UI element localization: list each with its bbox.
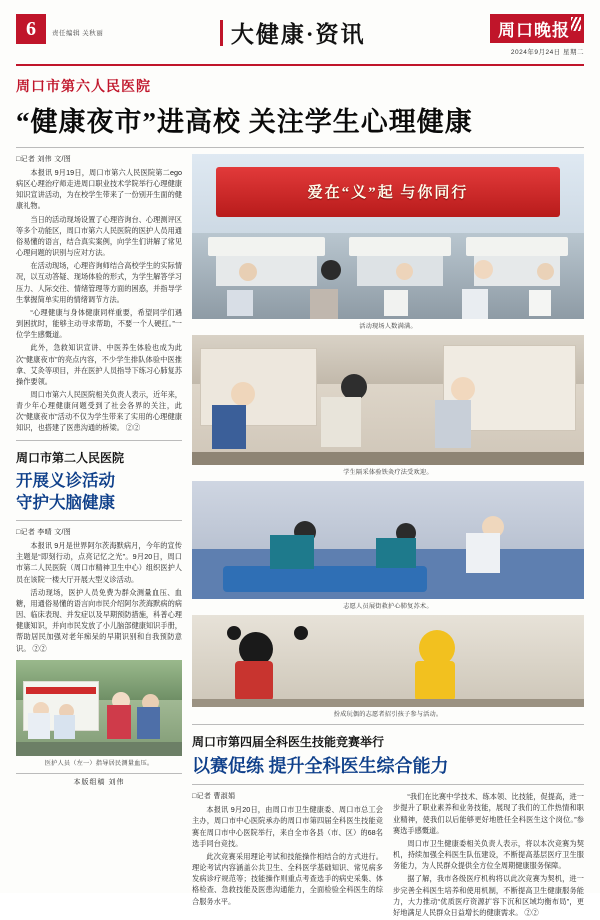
editor-credits: 责任编辑 关秋丽 (52, 30, 104, 37)
mascot-photo (192, 615, 584, 707)
article2-byline: □记者 李晴 文/图 (16, 529, 72, 537)
article3-kicker: 周口市第四届全科医生技能竞赛举行 (192, 735, 385, 749)
masthead (16, 14, 584, 66)
activity-photo-caption: 学生隔采体验铁灸疗法受欢迎。 (343, 469, 433, 476)
divider-article3-top (192, 724, 584, 725)
lead-para-3: “心理健康与身体健康同样重要，希望同学们遇到困扰时，能够主动寻求帮助，不要一个人硬扛。”一位学生感慨道。 (16, 307, 182, 340)
article2-para-1: 活动现场，医护人员免费为群众测量血压、血糖，用通俗易懂的语言向市民介绍阿尔茨海默病的病因、临床表现、并发症以及早期预防措施，科普心理健康知识，并向市民发放了小儿脑部健康知识手册，帮助居民加强对老年痴呆的早期识别和自我预防意识。 ②② (16, 587, 182, 653)
section-bar-decor (220, 20, 223, 46)
article3-byline: □记者 曹淑娟 (192, 793, 236, 801)
article3-para-0: 本报讯 9月20日，由周口市卫生健康委、周口市总工会主办，周口市中心医院承办的周口市第四届全科医生技能竞赛在周口市中心医院举行，来自全市各县（市、区）的68名选手同台竞技。 (192, 805, 383, 848)
article2-para-0: 本报讯 9月是世界阿尔茨海默病月，今年的宣传主题是“即刻行动，点亮记忆之光”。9月20日，周口市第二人民医院（周口市精神卫生中心）组织医护人员在该院一楼大厅开展大型义诊活动。 (16, 541, 182, 584)
article2-headline-line2: 守护大脑健康 (16, 492, 115, 512)
article2-body (16, 540, 182, 654)
paper-identity (482, 14, 584, 56)
lead-para-0: 本报讯 9月19日，周口市第六人民医院第二ego病区心理治疗师走进周口职业技术学院举行心理健康知识宣讲活动，为在校学生带来了一份别开生面的健康礼物。 (16, 168, 182, 211)
paper-date: 2024年9月24日 星期二 (510, 49, 584, 56)
lead-para-1: 当日的活动现场设置了心理咨询台、心理测评区等多个功能区，周口市第六人民医院的医护人员用通俗易懂的语言，结合真实案例，向学生们讲解了常见心理问题的识别与应对方法。 (16, 214, 182, 258)
lead-para-5: 周口市第六人民医院相关负责人表示，近年来，青少年心理健康问题受到了社会各界的关注，此次“健康夜市”活动不仅为学生带来了实用的心理健康知识，也搭建了医患沟通的桥梁。 ②② (16, 389, 182, 433)
article2-photo-caption: 医护人员（左一）指导居民测量血压。 (44, 759, 154, 767)
article3-columns (192, 791, 584, 920)
article2-kicker: 周口市第二人民医院 (16, 450, 125, 465)
cpr-photo (192, 481, 584, 599)
cpr-photo-caption: 志愿人员展街救护心肺复苏术。 (343, 603, 433, 610)
hero-banner (216, 167, 561, 217)
right-column (192, 154, 584, 920)
paper-logo: 周口晚报 (490, 14, 584, 43)
page-number: 6 (16, 14, 46, 44)
page-credit: 本版组稿 刘伟 (16, 773, 182, 787)
lead-byline: □记者 刘伟 文/图 (16, 156, 72, 163)
section-title: 大健康·资讯 (230, 22, 366, 47)
article3-para-3: 周口市卫生健康委相关负责人表示，将以本次竞赛为契机，持续加强全科医生队伍建设，不断提高基层医疗卫生服务能力，为人民群众提供全方位全周期健康服务保障。 (393, 838, 584, 871)
article3-body-left (192, 804, 383, 906)
divider-article3-bottom (192, 784, 584, 785)
divider-article2-bottom (16, 520, 182, 521)
lead-para-2: 在活动现场，心理咨询师结合高校学生的实际情况，以互动答疑、现场体验的形式，为学生解答学习压力、人际交往、情绪管理等方面的困惑，并指导学生掌握简单实用的情绪调节方法。 (16, 261, 182, 304)
main-columns (16, 154, 584, 920)
section-heading (103, 16, 482, 49)
article2-headline-line1: 开展义诊活动 (16, 470, 115, 490)
hero-photo (192, 154, 584, 319)
article2-photo (16, 660, 182, 756)
left-column (16, 154, 182, 920)
lead-para-4: 此外，急救知识宣讲、中医养生体验也成为此次“健康夜市”的亮点内容，不少学生排队体验中医推拿、艾灸等项目，并在医护人员指导下练习心肺复苏操作要领。 (16, 343, 182, 386)
divider-under-headline (16, 147, 584, 148)
article3-body-right (393, 791, 584, 918)
article3-para-1: 此次竞赛采用理论考试和技能操作相结合的方式进行。理论考试内容涵盖公共卫生、全科医学基础知识、常见病多发病诊疗规范等；技能操作则重点考查选手的病史采集、体格检查、急救技能及医患沟通能力，全面检验全科医生的综合服务水平。 (192, 851, 383, 906)
lead-kicker: 周口市第六人民医院 (16, 80, 151, 95)
lead-headline: “健康夜市”进高校 关注学生心理健康 (16, 107, 473, 137)
mascot-photo-caption: 扮成玩偶的志愿者招引孩子参与活动。 (333, 711, 443, 718)
article3-para-4: 据了解，我市各级医疗机构将以此次竞赛为契机，进一步完善全科医生培养和使用机制，不断提高卫生健康服务能力，大力推动“优质医疗资源扩容下沉和区域均衡布局”，更好地满足人民群众日益增长的健康需求。 ②② (393, 874, 584, 917)
lead-body (16, 167, 182, 434)
hero-photo-caption: 活动现场人数满满。 (359, 323, 417, 330)
divider-article2-top (16, 440, 182, 441)
activity-photo (192, 335, 584, 465)
hero-banner-text: 爱在“义”起 与你同行 (307, 185, 469, 202)
article3-para-2: “我们在比赛中学技术、练本领、比技能，促提高，进一步提升了职业素养和业务技能，展现了我们的工作热情和职业精神，使我们以后能够更好地胜任全科医生这个岗位。”参赛选手感慨道。 (393, 792, 584, 835)
article3-headline: 以赛促练 提升全科医生综合能力 (192, 756, 449, 776)
